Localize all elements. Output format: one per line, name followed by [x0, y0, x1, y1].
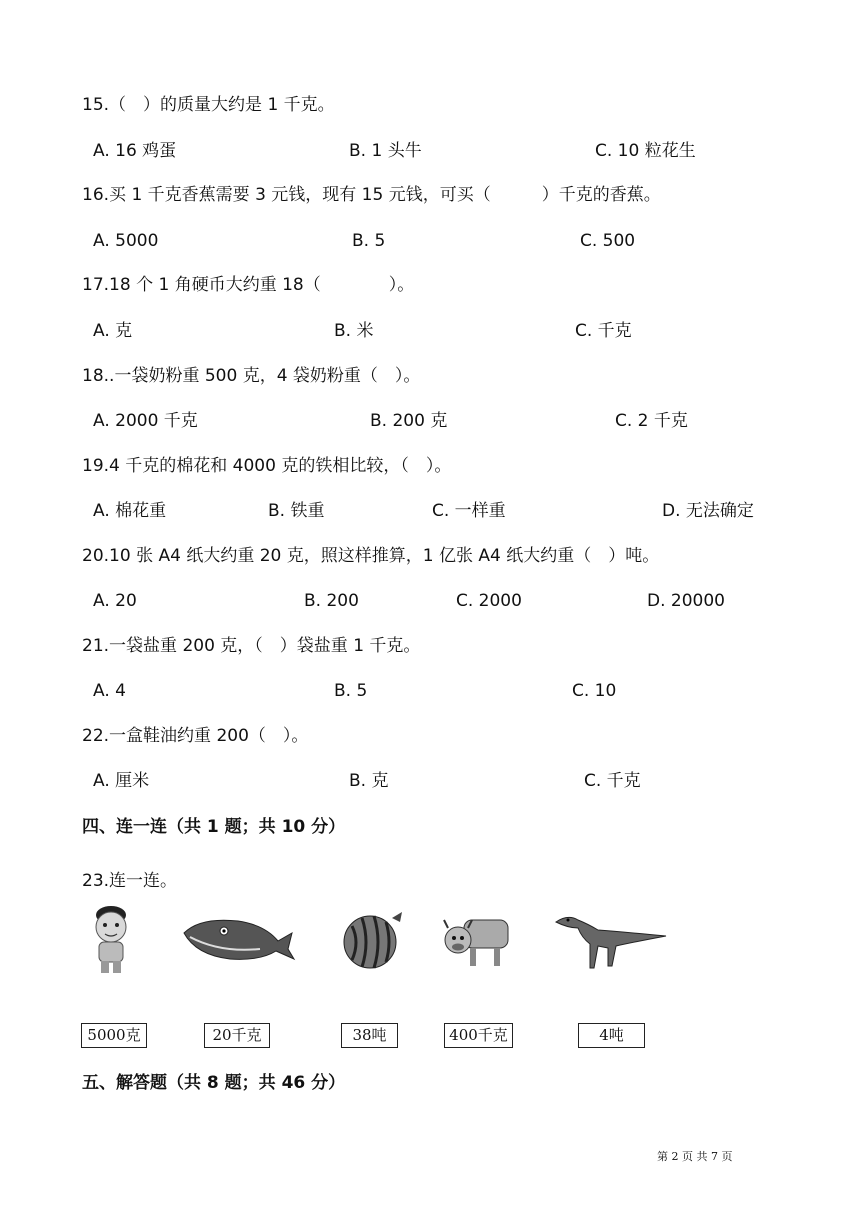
dinosaur-icon — [554, 912, 670, 970]
option-17-c: C. 千克 — [575, 321, 632, 341]
whale-icon — [180, 915, 296, 965]
weight-label-400kg: 400千克 — [444, 1023, 513, 1048]
option-22-b: B. 克 — [349, 771, 389, 791]
option-18-b: B. 200 克 — [370, 411, 448, 431]
option-17-a: A. 克 — [93, 321, 133, 341]
option-19-c: C. 一样重 — [432, 501, 506, 521]
question-18: 18..一袋奶粉重 500 克，4 袋奶粉重（ ）。 — [82, 366, 421, 386]
question-17: 17.18 个 1 角硬币大约重 18（ ）。 — [82, 275, 415, 295]
watermelon-icon — [340, 910, 410, 972]
option-21-b: B. 5 — [334, 681, 368, 701]
question-20: 20.10 张 A4 纸大约重 20 克，照这样推算，1 亿张 A4 纸大约重（ ）吨。 — [82, 546, 660, 566]
option-19-d: D. 无法确定 — [662, 501, 754, 521]
option-21-c: C. 10 — [572, 681, 617, 701]
section-5-title: 五、解答题（共 8 题；共 46 分） — [82, 1073, 346, 1093]
question-16: 16.买 1 千克香蕉需要 3 元钱，现有 15 元钱，可买（ ）千克的香蕉。 — [82, 185, 661, 205]
option-19-b: B. 铁重 — [268, 501, 325, 521]
option-17-b: B. 米 — [334, 321, 374, 341]
option-15-b: B. 1 头牛 — [349, 141, 422, 161]
option-20-c: C. 2000 — [456, 591, 522, 611]
option-16-c: C. 500 — [580, 231, 636, 251]
option-20-d: D. 20000 — [647, 591, 725, 611]
question-15: 15.（ ）的质量大约是 1 千克。 — [82, 95, 335, 115]
option-15-c: C. 10 粒花生 — [595, 141, 696, 161]
weight-label-38t: 38吨 — [341, 1023, 398, 1048]
question-23: 23.连一连。 — [82, 871, 178, 891]
option-16-a: A. 5000 — [93, 231, 159, 251]
cow-icon — [442, 910, 514, 972]
option-22-c: C. 千克 — [584, 771, 641, 791]
option-18-a: A. 2000 千克 — [93, 411, 198, 431]
weight-label-20kg: 20千克 — [204, 1023, 270, 1048]
question-21: 21.一袋盐重 200 克，（ ）袋盐重 1 千克。 — [82, 636, 421, 656]
option-16-b: B. 5 — [352, 231, 386, 251]
weight-label-5000g: 5000克 — [81, 1023, 147, 1048]
option-21-a: A. 4 — [93, 681, 126, 701]
option-19-a: A. 棉花重 — [93, 501, 167, 521]
child-icon — [90, 905, 132, 977]
option-18-c: C. 2 千克 — [615, 411, 688, 431]
section-4-title: 四、连一连（共 1 题；共 10 分） — [82, 817, 346, 837]
option-20-a: A. 20 — [93, 591, 137, 611]
option-20-b: B. 200 — [304, 591, 359, 611]
option-22-a: A. 厘米 — [93, 771, 150, 791]
page-footer: 第 2 页 共 7 页 — [657, 1150, 733, 1163]
option-15-a: A. 16 鸡蛋 — [93, 141, 177, 161]
weight-label-4t: 4吨 — [578, 1023, 645, 1048]
question-19: 19.4 千克的棉花和 4000 克的铁相比较，（ ）。 — [82, 456, 452, 476]
question-22: 22.一盒鞋油约重 200（ ）。 — [82, 726, 309, 746]
